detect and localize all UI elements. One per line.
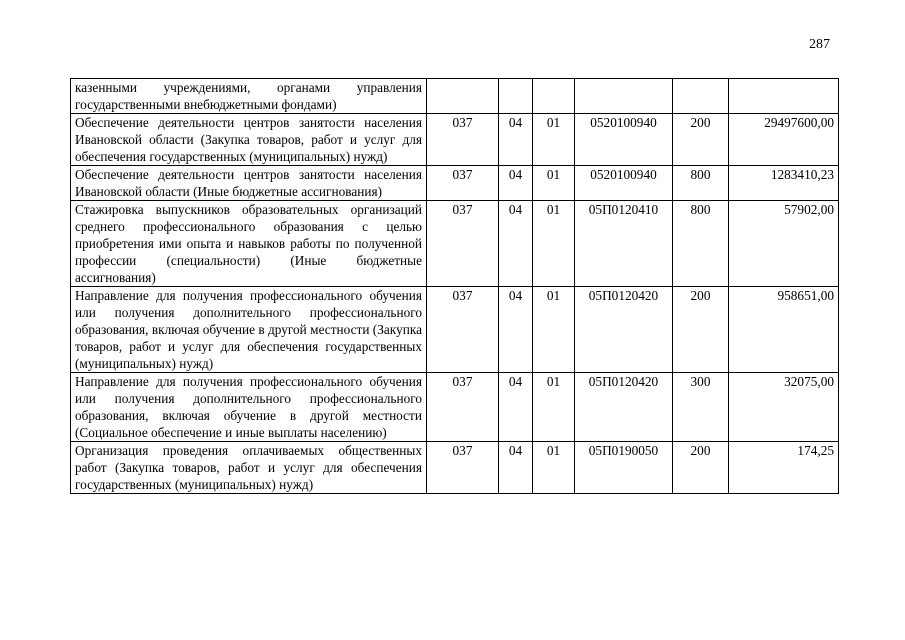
table-row: [71, 114, 839, 166]
ministry-code: 037: [427, 114, 499, 166]
table-row: [71, 287, 839, 373]
subsection-code: 01: [533, 373, 575, 442]
table-row: [71, 166, 839, 201]
table-row: [71, 79, 839, 114]
row-description: Обеспечение деятельности центров занятости населения Ивановской области (Иные бюджетные ассигнования): [71, 166, 427, 201]
ministry-code: 037: [427, 287, 499, 373]
expense-type-code: 200: [673, 114, 729, 166]
subsection-code: [533, 79, 575, 114]
subsection-code: 01: [533, 114, 575, 166]
ministry-code: 037: [427, 442, 499, 494]
section-code: 04: [499, 201, 533, 287]
expense-type-code: 800: [673, 166, 729, 201]
row-description: казенными учреждениями, органами управления государственными внебюджетными фондами): [71, 79, 427, 114]
subsection-code: 01: [533, 166, 575, 201]
target-article-code: [575, 79, 673, 114]
page-number: 287: [809, 37, 830, 52]
section-code: 04: [499, 287, 533, 373]
table-row: [71, 373, 839, 442]
amount: 958651,00: [729, 287, 839, 373]
amount: 1283410,23: [729, 166, 839, 201]
target-article-code: 05П0120410: [575, 201, 673, 287]
budget-table: [70, 78, 839, 494]
amount: 57902,00: [729, 201, 839, 287]
subsection-code: 01: [533, 201, 575, 287]
target-article-code: 05П0120420: [575, 287, 673, 373]
expense-type-code: [673, 79, 729, 114]
row-description: Организация проведения оплачиваемых общественных работ (Закупка товаров, работ и услуг для обеспечения государственных (муниципальных) нужд): [71, 442, 427, 494]
expense-type-code: 800: [673, 201, 729, 287]
ministry-code: 037: [427, 373, 499, 442]
subsection-code: 01: [533, 287, 575, 373]
ministry-code: [427, 79, 499, 114]
section-code: 04: [499, 114, 533, 166]
expense-type-code: 200: [673, 287, 729, 373]
amount: 29497600,00: [729, 114, 839, 166]
expense-type-code: 200: [673, 442, 729, 494]
row-description: Стажировка выпускников образовательных организаций среднего профессионального образования с целью приобретения ими опыта и навыков работы по полученной профессии (специальности) (Иные бюджетные ассигнования): [71, 201, 427, 287]
target-article-code: 05П0190050: [575, 442, 673, 494]
amount: [729, 79, 839, 114]
section-code: 04: [499, 166, 533, 201]
amount: 174,25: [729, 442, 839, 494]
expense-type-code: 300: [673, 373, 729, 442]
section-code: 04: [499, 442, 533, 494]
row-description: Обеспечение деятельности центров занятости населения Ивановской области (Закупка товаров, работ и услуг для обеспечения государственных (муниципальных) нужд): [71, 114, 427, 166]
section-code: [499, 79, 533, 114]
target-article-code: 0520100940: [575, 114, 673, 166]
row-description: Направление для получения профессионального обучения или получения дополнительного профессионального образования, включая обучение в другой местности (Закупка товаров, работ и услуг для обеспечения государственных (муниципальных) нужд): [71, 287, 427, 373]
amount: 32075,00: [729, 373, 839, 442]
row-description: Направление для получения профессионального обучения или получения дополнительного профессионального образования, включая обучение в другой местности (Социальное обеспечение и иные выплаты населению): [71, 373, 427, 442]
table-row: [71, 442, 839, 494]
ministry-code: 037: [427, 201, 499, 287]
section-code: 04: [499, 373, 533, 442]
target-article-code: 05П0120420: [575, 373, 673, 442]
ministry-code: 037: [427, 166, 499, 201]
table-row: [71, 201, 839, 287]
target-article-code: 0520100940: [575, 166, 673, 201]
subsection-code: 01: [533, 442, 575, 494]
